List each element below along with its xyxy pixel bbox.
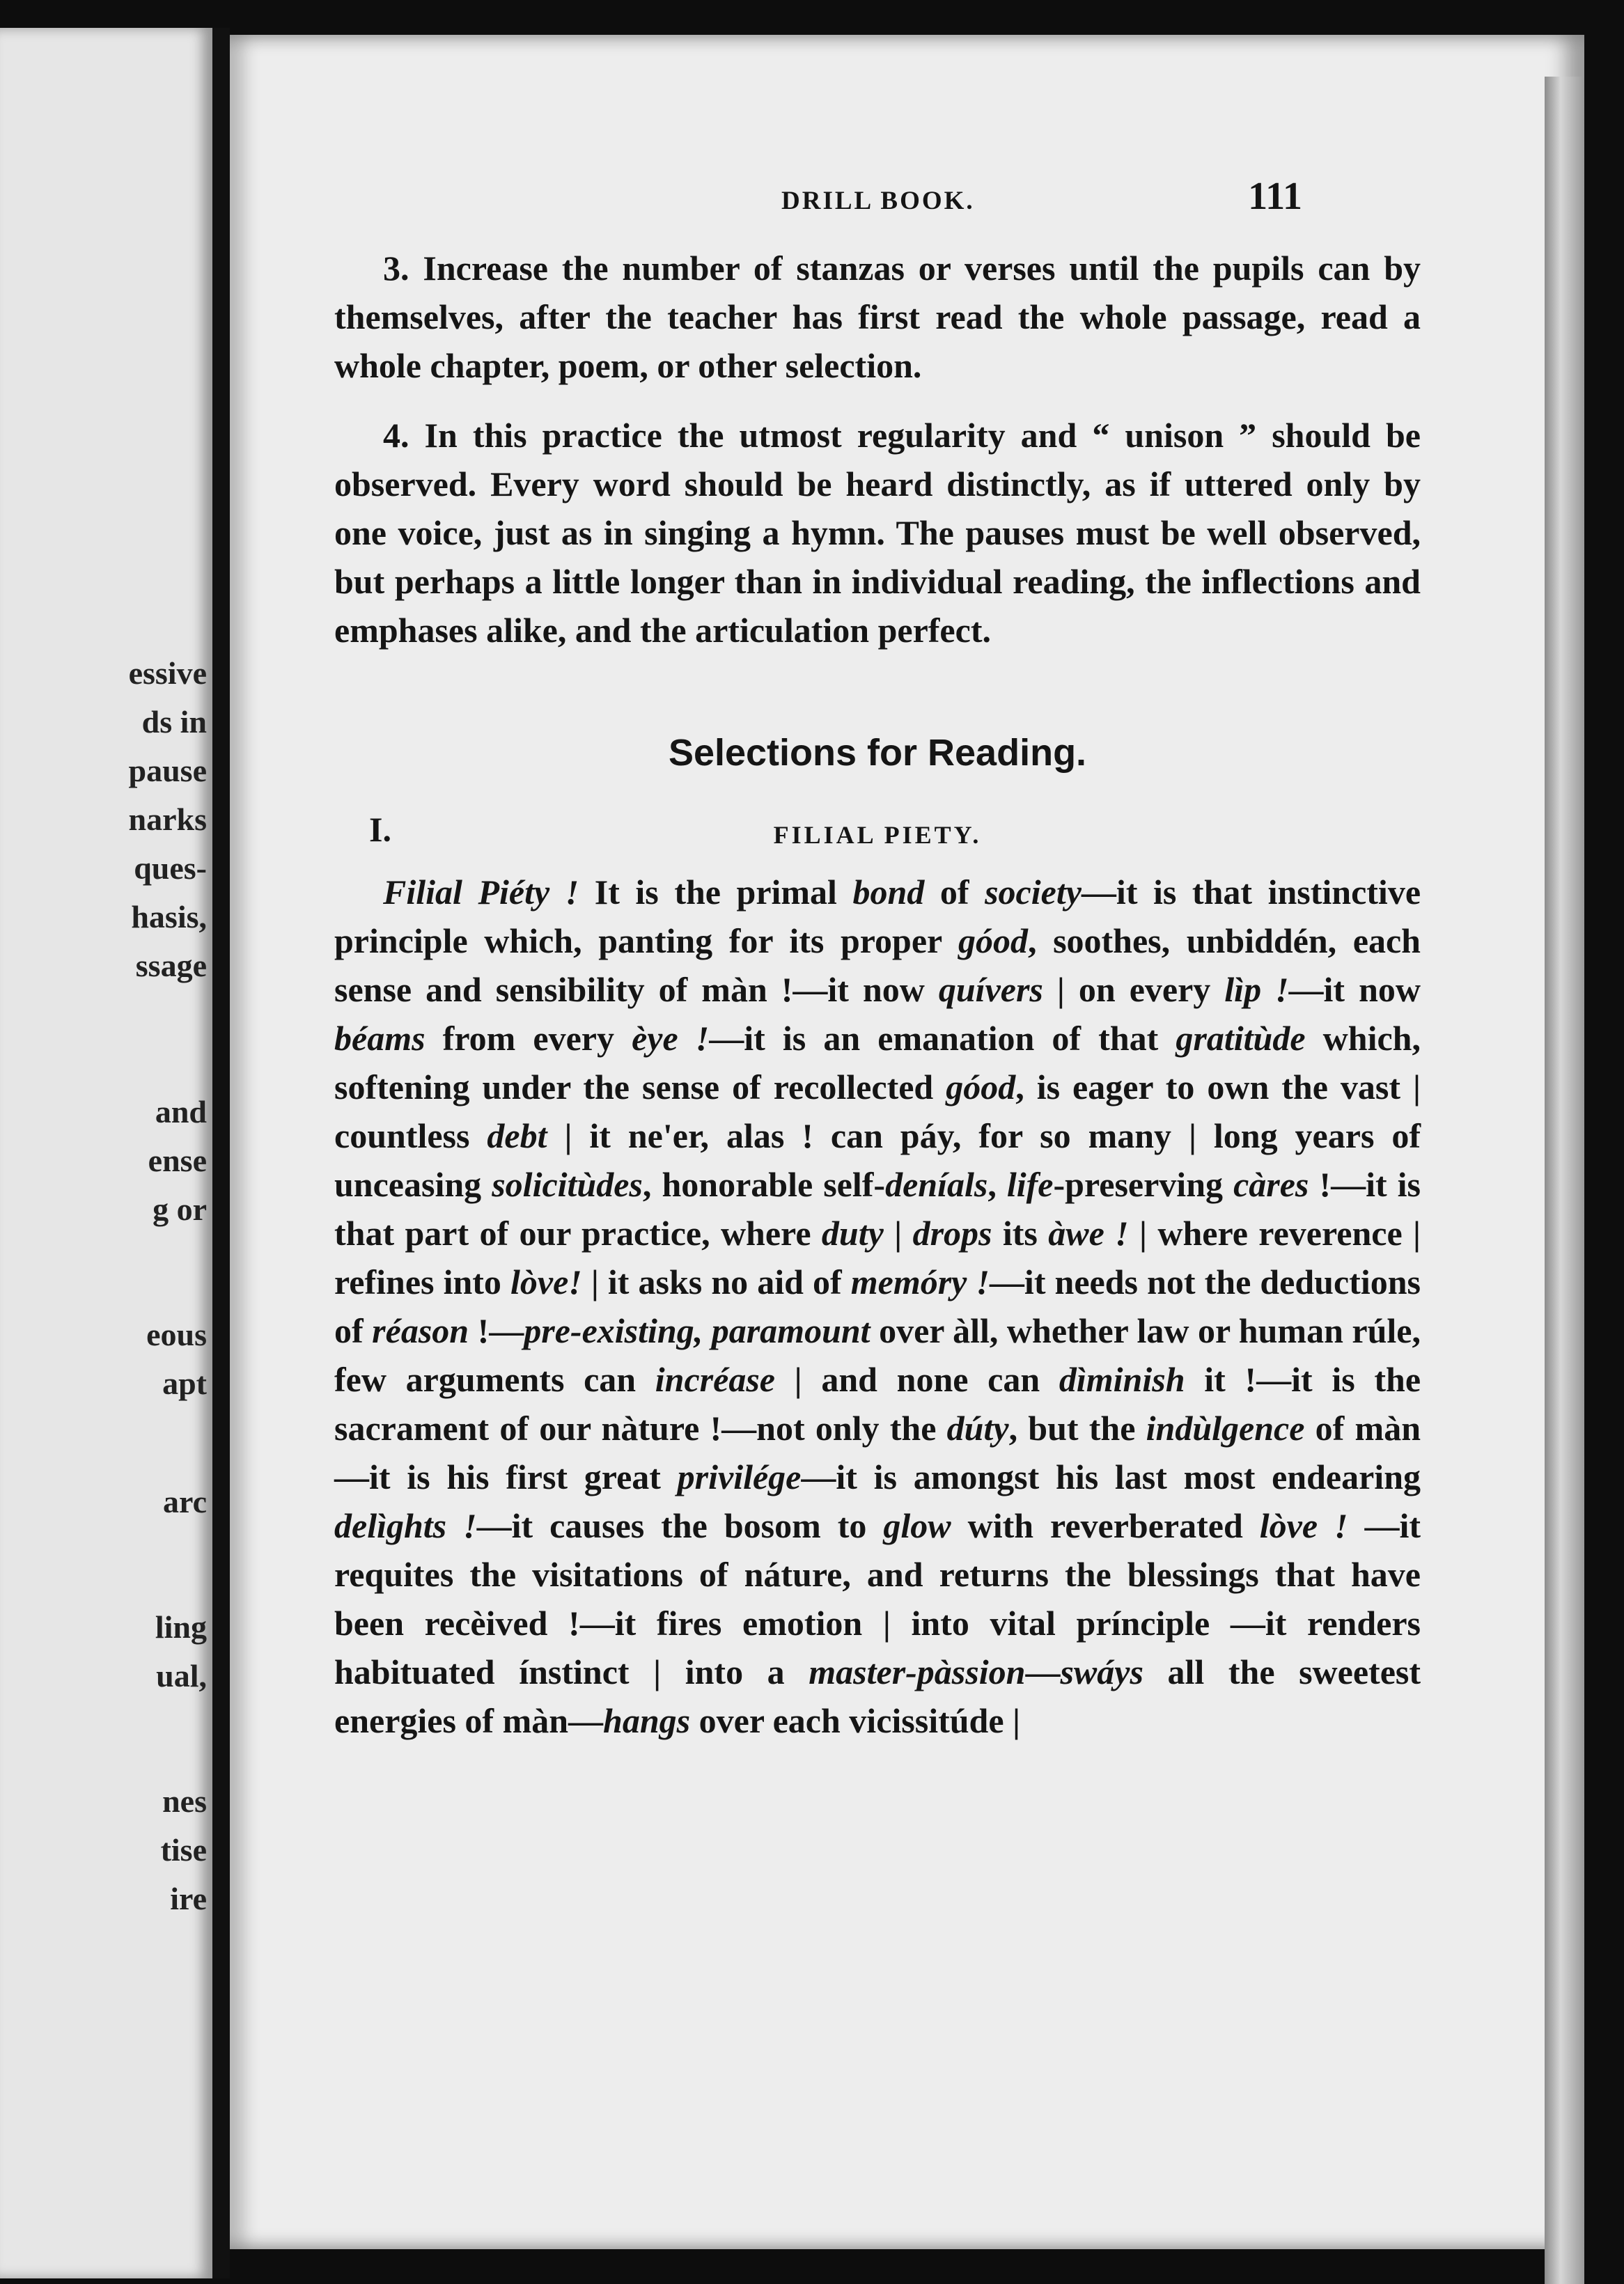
facing-page-fragment: ling (155, 1609, 207, 1645)
facing-page-fragment: pause (128, 753, 207, 788)
text-run: -preserving (1053, 1165, 1234, 1204)
emphasized-word: hangs (603, 1701, 691, 1740)
text-run: | on every (1043, 970, 1225, 1009)
text-run: !— (469, 1311, 524, 1350)
text-run: with reverberated (951, 1506, 1260, 1545)
emphasized-word: glow (883, 1506, 951, 1545)
text-run: of màn—it is his first great (334, 1409, 1421, 1496)
page-number: 111 (1248, 175, 1302, 218)
text-run: !—it is that part of our practice, where (334, 1165, 1421, 1253)
facing-page-fragment: ques- (134, 850, 207, 886)
emphasized-word: réason (372, 1311, 469, 1350)
text-run: which, softening under the sense of recollected (334, 1019, 1421, 1106)
emphasized-word: lòve! (510, 1262, 582, 1301)
facing-page-fragment: ssage (135, 948, 207, 983)
emphasized-word: society (985, 873, 1082, 912)
emphasized-word: drops (912, 1214, 992, 1253)
emphasized-word: debt (487, 1116, 547, 1155)
text-run: , soothes, unbiddén, each sense and sensibility of màn !—it now (334, 921, 1421, 1009)
text-run: | it ne'er, alas ! can páy, for so many | long years of unceasing (334, 1116, 1421, 1204)
book-gutter (212, 28, 230, 2278)
text-run: , (987, 1165, 1007, 1204)
text-run: —it is that instinctive principle which, panting for its proper (334, 873, 1421, 960)
text-run: over àll, whether law or human rúle, few arguments can (334, 1311, 1421, 1399)
text-run: from every (425, 1019, 632, 1058)
text-run: its (992, 1214, 1049, 1253)
instruction-text: Increase the number of stanzas or verses until the pupils can by themselves, after the teacher has first read the whole passage, read a whole chapter, poem, or other selection. (334, 249, 1421, 385)
running-head-title: DRILL BOOK. (781, 187, 975, 215)
instruction-paragraph (334, 411, 1421, 655)
text-run: it !—it is the sacrament of our nàture !—not only the (334, 1360, 1421, 1448)
emphasized-word: privilége (677, 1457, 802, 1496)
emphasized-word: góod (946, 1067, 1016, 1106)
emphasized-word: indùlgence (1146, 1409, 1305, 1448)
facing-page-fragment: narks (128, 801, 207, 837)
emphasized-word: deníals (885, 1165, 988, 1204)
text-run: , but the (1008, 1409, 1146, 1448)
facing-page-fragment: ire (170, 1881, 207, 1916)
running-head (550, 174, 1302, 219)
text-run: | and none can (774, 1360, 1059, 1399)
emphasized-word: delìghts ! (334, 1506, 477, 1545)
facing-page-fragment: arc (162, 1484, 207, 1519)
instruction-number: 4. (383, 416, 409, 455)
text-run: | (883, 1214, 913, 1253)
emphasized-word: incréase (655, 1360, 775, 1399)
emphasized-word: duty (821, 1214, 884, 1253)
emphasized-word: góod (958, 921, 1028, 960)
emphasized-word: Filial Piéty ! (383, 873, 579, 912)
emphasized-word: swáys (1060, 1652, 1143, 1691)
facing-page-fragment: nes (162, 1783, 207, 1819)
facing-page-fragment: tise (160, 1832, 207, 1868)
text-run: —it requites the visitations of náture, and returns the blessings that have been recèived !—it fires emotion | into vital prínciple —it renders habituated ínstinct | into a (334, 1506, 1421, 1691)
facing-page-fragment: and (155, 1094, 207, 1129)
section-heading: Selections for Reading. (668, 732, 1087, 774)
text-run: —it needs not the deductions of (334, 1262, 1421, 1350)
text-run: —it is amongst his last most endearing (801, 1457, 1421, 1496)
facing-page-text-fragments (128, 28, 207, 2278)
instruction-number: 3. (383, 249, 409, 288)
selection-numeral: I. (369, 810, 391, 849)
text-run: , is eager to own the vast | countless (334, 1067, 1421, 1155)
text-run: —it is an emanation of that (709, 1019, 1176, 1058)
text-run: , honorable self- (642, 1165, 886, 1204)
page-edge (1545, 77, 1584, 2284)
text-run: | it asks no aid of (581, 1262, 851, 1301)
facing-page-fragment: hasis, (131, 899, 207, 934)
emphasized-word: lòve ! (1259, 1506, 1348, 1545)
text-run: all the sweetest energies of màn— (334, 1652, 1421, 1740)
facing-page-fragment: ual, (156, 1658, 207, 1694)
facing-page-fragment: ds in (141, 704, 207, 740)
facing-page-fragment: essive (128, 655, 207, 691)
page-text (334, 244, 1421, 1745)
text-run: —it now (1288, 970, 1421, 1009)
selection-title: FILIAL PIETY. (773, 821, 982, 849)
emphasized-word: bond (852, 873, 925, 912)
emphasized-word: béams (334, 1019, 425, 1058)
emphasized-word: àwe ! (1048, 1214, 1129, 1253)
text-run: — (1025, 1652, 1061, 1691)
text-run: of (924, 873, 985, 912)
instruction-paragraph (334, 244, 1421, 390)
emphasized-word: master-pàssion (809, 1652, 1026, 1691)
facing-page (0, 28, 212, 2278)
emphasized-word: memóry ! (850, 1262, 990, 1301)
facing-page-fragment: ense (148, 1143, 207, 1178)
selection-header (334, 805, 1421, 868)
text-run: It is the primal (579, 873, 853, 912)
facing-page-fragment: g or (153, 1191, 207, 1227)
emphasized-word: lìp ! (1224, 970, 1289, 1009)
text-run: | where reverence | refines into (334, 1214, 1421, 1301)
text-run: over each vicissitúde | (690, 1701, 1021, 1740)
emphasized-word: càres (1233, 1165, 1309, 1204)
book-page (230, 35, 1584, 2249)
emphasized-word: dúty (946, 1409, 1009, 1448)
emphasized-word: solicitùdes (492, 1165, 643, 1204)
emphasized-word: dìminish (1059, 1360, 1185, 1399)
facing-page-fragment: eous (146, 1317, 207, 1352)
text-run: —it causes the bosom to (476, 1506, 884, 1545)
emphasized-word: life (1006, 1165, 1054, 1204)
selection-body-text (334, 868, 1421, 1745)
facing-page-fragment: apt (162, 1366, 207, 1401)
emphasized-word: quívers (938, 970, 1043, 1009)
emphasized-word: pre-existing, paramount (524, 1311, 870, 1350)
instruction-text: In this practice the utmost regularity and “ unison ” should be observed. Every word should be heard distinctly, as if uttered only by one voice, just as in singing a hymn. The pauses must be well observed, but perhaps a little longer than in individual reading, the inflections and emphases alike, and the articulation perfect. (334, 416, 1421, 650)
emphasized-word: gratitùde (1176, 1019, 1306, 1058)
emphasized-word: èye ! (632, 1019, 710, 1058)
